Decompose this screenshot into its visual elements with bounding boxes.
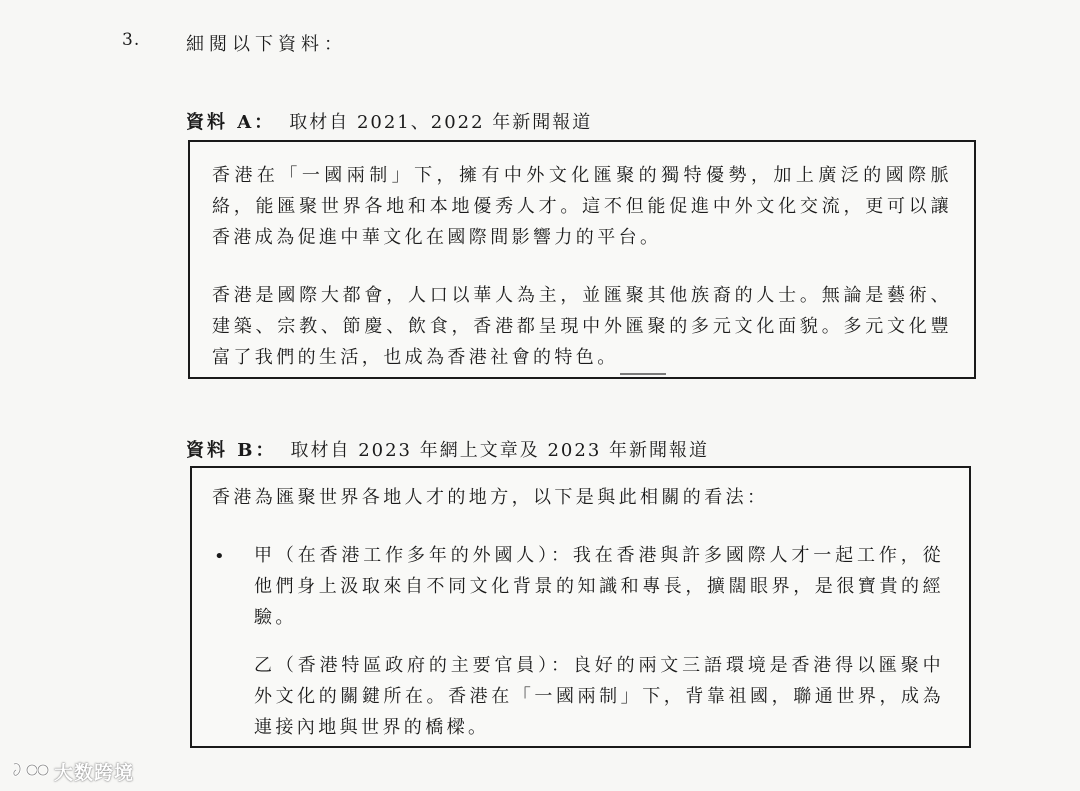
source-b-heading bbox=[186, 436, 709, 462]
source-a-paragraph-1: 香港在「一國兩制」下，擁有中外文化匯聚的獨特優勢，加上廣泛的國際脈絡，能匯聚世界各地和本地優秀人才。這不但能促進中外文化交流，更可以讓香港成為促進中華文化在國際間影響力的平台。 bbox=[212, 165, 952, 248]
watermark-text: 大数跨境 bbox=[54, 762, 135, 784]
source-b-view-2: 乙（香港特區政府的主要官員）：良好的兩文三語環境是香港得以匯聚中外文化的關鍵所在。香港在「一國兩制」下，背靠祖國，聯通世界，成為連接內地與世界的橋樑。 bbox=[254, 655, 944, 738]
watermark bbox=[10, 758, 134, 785]
source-a-caption: 取材自 2021、2022 年新聞報道 bbox=[289, 112, 593, 133]
source-a-heading bbox=[186, 108, 592, 134]
source-a-box bbox=[188, 140, 976, 379]
question-number: 3. bbox=[122, 30, 141, 50]
source-b-intro: 香港為匯聚世界各地人才的地方，以下是與此相關的看法： bbox=[212, 487, 769, 508]
source-b-view-1: 甲（在香港工作多年的外國人）：我在香港與許多國際人才一起工作，從他們身上汲取來自不同文化背景的知識和專長，擴闊眼界，是很寶貴的經驗。 bbox=[254, 545, 944, 628]
source-b-caption: 取材自 2023 年網上文章及 2023 年新聞報道 bbox=[290, 440, 709, 461]
source-b-label: 資料 B： bbox=[186, 440, 277, 461]
page-fold-mark bbox=[620, 373, 666, 375]
question-instruction: 細閱以下資料： bbox=[186, 34, 347, 55]
source-a-label: 資料 A： bbox=[186, 112, 276, 133]
source-b-box bbox=[190, 466, 971, 748]
bullet-point: • bbox=[214, 546, 225, 567]
watermark-logo-icon bbox=[10, 760, 50, 784]
source-a-paragraph-2: 香港是國際大都會，人口以華人為主，並匯聚其他族裔的人士。無論是藝術、建築、宗教、節慶、飲食，香港都呈現中外匯聚的多元文化面貌。多元文化豐富了我們的生活，也成為香港社會的特色。 bbox=[212, 285, 952, 368]
